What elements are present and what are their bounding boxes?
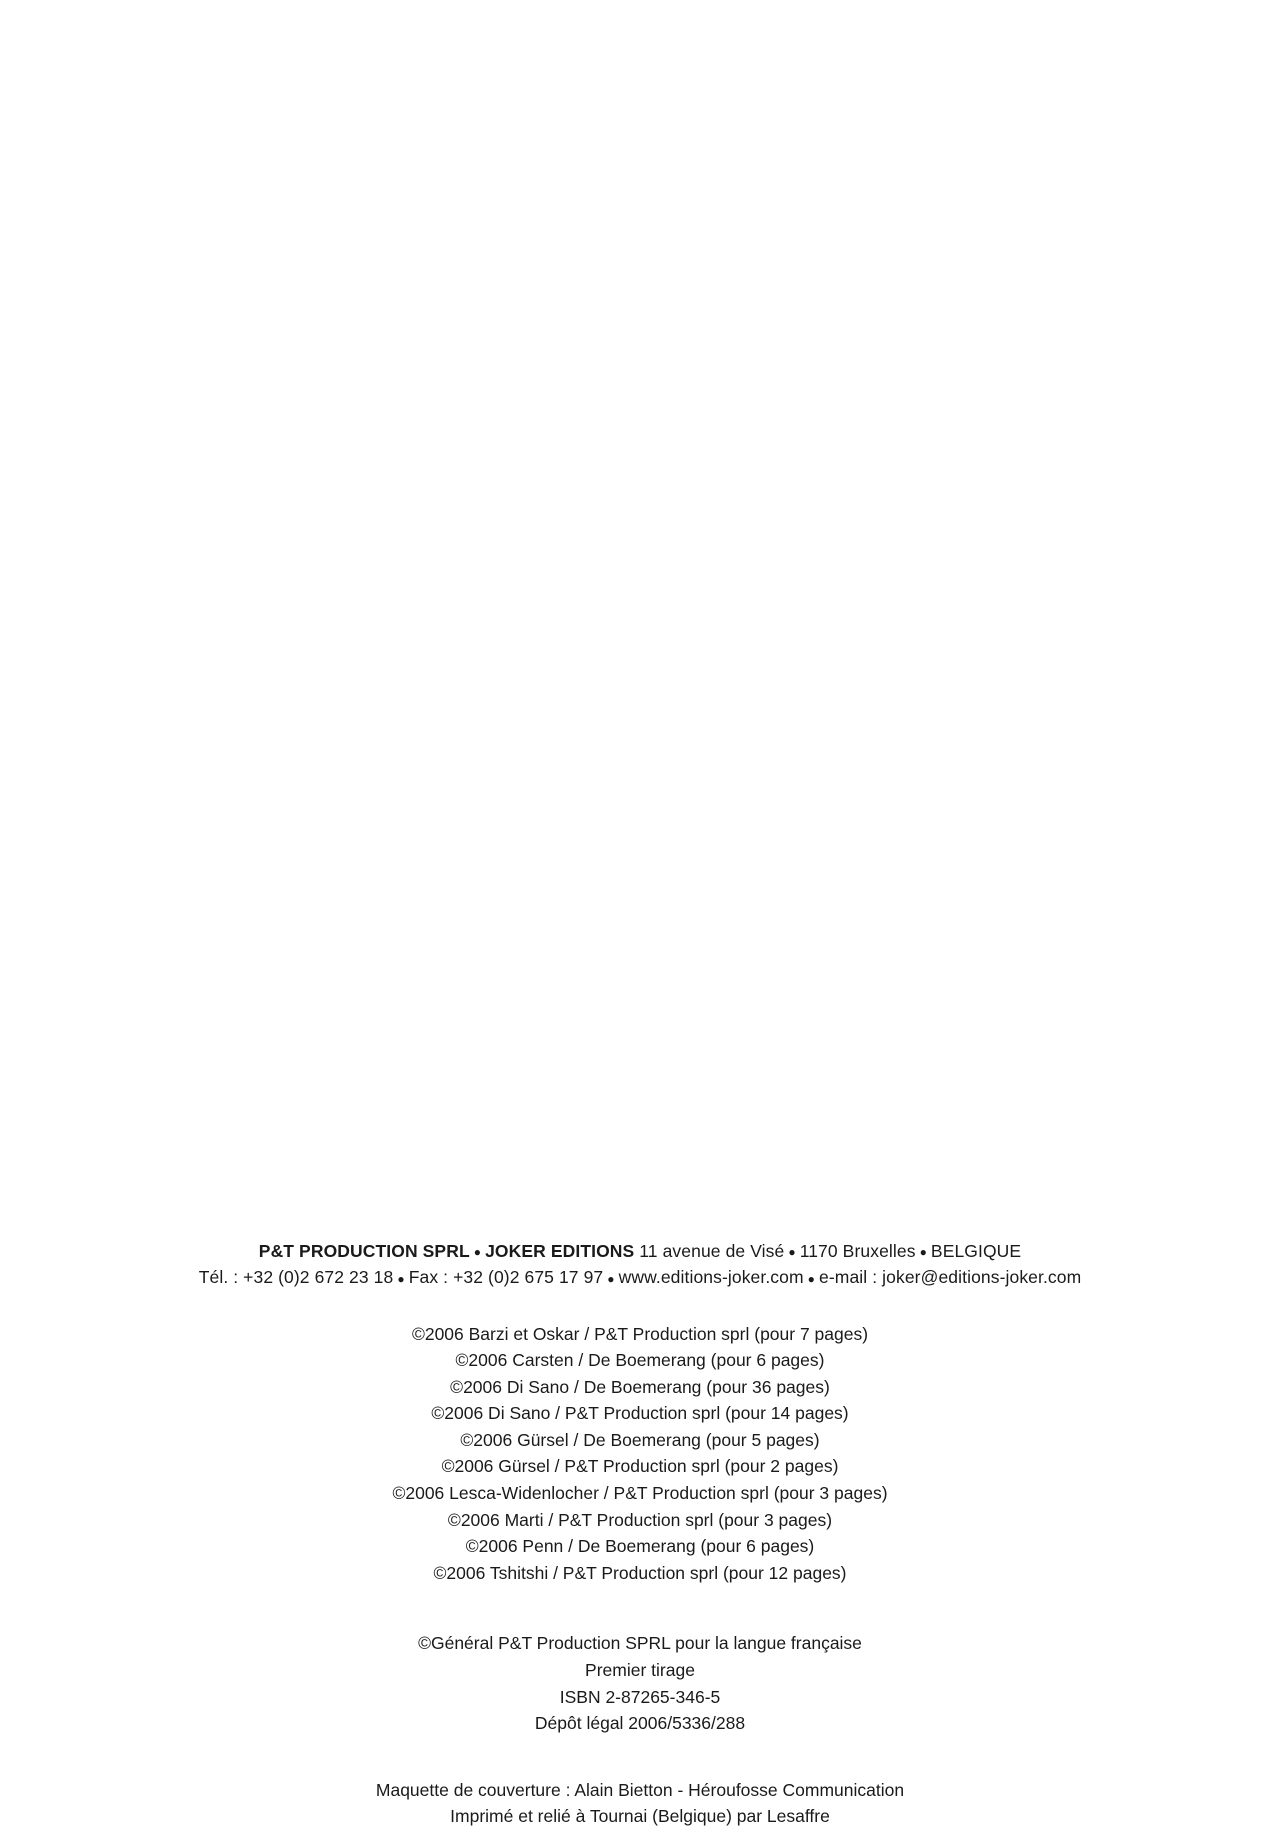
imprint-contact-line xyxy=(0,1264,1280,1290)
printer-credit-line: Imprimé et relié à Tournai (Belgique) par Lesaffre xyxy=(450,1806,830,1827)
street-address: 11 avenue de Visé xyxy=(639,1241,785,1261)
bullet-separator-icon: ● xyxy=(919,1245,927,1260)
copyright-line: ©2006 Carsten / De Boemerang (pour 6 pages) xyxy=(455,1350,825,1371)
legal-info xyxy=(0,1630,1280,1736)
legal-line: Premier tirage xyxy=(585,1660,695,1681)
copyright-line: ©2006 Tshitshi / P&T Production sprl (pour 12 pages) xyxy=(433,1562,847,1583)
bullet-separator-icon: ● xyxy=(788,1245,796,1260)
production-credits xyxy=(0,1777,1280,1830)
isbn-line: ISBN 2-87265-346-5 xyxy=(559,1686,721,1707)
email-address: e-mail : joker@editions-joker.com xyxy=(819,1267,1082,1288)
legal-deposit-line: Dépôt légal 2006/5336/288 xyxy=(534,1713,746,1734)
colophon-block xyxy=(0,1238,1280,1830)
copyright-line: ©2006 Di Sano / De Boemerang (pour 36 pages) xyxy=(450,1376,830,1397)
phone-number: Tél. : +32 (0)2 672 23 18 xyxy=(198,1267,394,1288)
fax-number: Fax : +32 (0)2 675 17 97 xyxy=(408,1267,604,1288)
website-url: www.editions-joker.com xyxy=(618,1267,804,1288)
brand-name: JOKER EDITIONS xyxy=(485,1241,635,1261)
bullet-separator-icon: ● xyxy=(807,1271,816,1286)
copyright-line: ©2006 Di Sano / P&T Production sprl (pour 14 pages) xyxy=(431,1403,849,1424)
bullet-separator-icon: ● xyxy=(473,1245,482,1260)
copyright-line: ©2006 Lesca-Widenlocher / P&T Production sprl (pour 3 pages) xyxy=(392,1483,888,1504)
copyright-line: ©2006 Penn / De Boemerang (pour 6 pages) xyxy=(465,1536,815,1557)
bullet-separator-icon: ● xyxy=(397,1271,405,1286)
postal-city: 1170 Bruxelles xyxy=(799,1241,916,1261)
copyright-list xyxy=(0,1321,1280,1587)
imprint-address-line xyxy=(0,1238,1280,1264)
copyright-line: ©2006 Barzi et Oskar / P&T Production sprl (pour 7 pages) xyxy=(411,1323,869,1344)
bullet-separator-icon: ● xyxy=(607,1271,615,1286)
cover-credit-line: Maquette de couverture : Alain Bietton - Héroufosse Communication xyxy=(375,1779,905,1800)
copyright-line: ©2006 Marti / P&T Production sprl (pour 3 pages) xyxy=(447,1509,833,1530)
copyright-line: ©2006 Gürsel / De Boemerang (pour 5 pages) xyxy=(460,1429,820,1450)
copyright-line: ©2006 Gürsel / P&T Production sprl (pour 2 pages) xyxy=(441,1456,839,1477)
publisher-name: P&T PRODUCTION SPRL xyxy=(258,1241,470,1261)
country: BELGIQUE xyxy=(930,1241,1022,1261)
legal-line: ©Général P&T Production SPRL pour la langue française xyxy=(418,1633,862,1654)
